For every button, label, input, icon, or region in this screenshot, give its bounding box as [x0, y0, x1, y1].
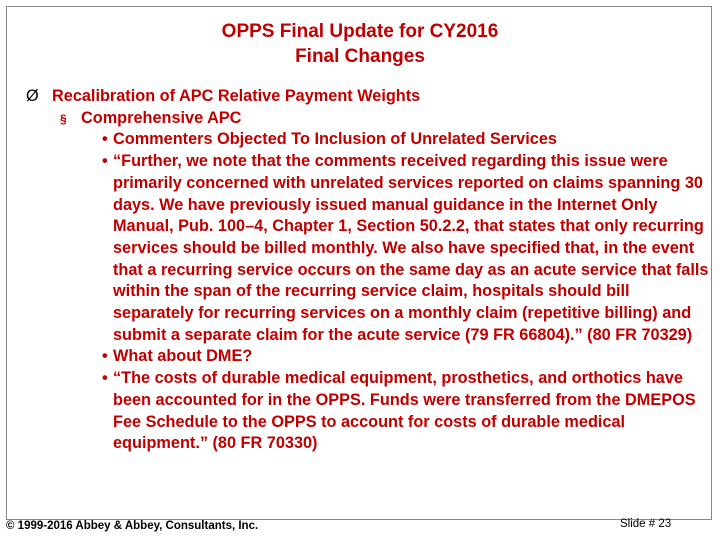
bullet-text: Commenters Objected To Inclusion of Unrelated Services: [113, 130, 557, 149]
copyright-text: © 1999-2016 Abbey & Abbey, Consultants, Inc.: [6, 520, 259, 532]
bullet-level1: [24, 86, 714, 108]
bullet-text: What about DME?: [113, 347, 253, 366]
bullet-level3: [24, 129, 714, 151]
bullet-text: Recalibration of APC Relative Payment Weights: [52, 87, 421, 105]
bullet-level2: [24, 108, 714, 130]
slide-content: [24, 86, 714, 455]
bullet-text: “Further, we note that the comments received regarding this issue were primarily concerned with unrelated services reported on claims spanning 30 days. We have previously issued manual guidance in the Internet Only Manual, Pub. 100–4, Chapter 1, Section 50.2.2, that states that only recurring services should be billed monthly. We also have specified that, in the event that a recurring service occurs on the same day as an acute service that falls within the span of the recurring service claim, hospitals should bill separately for recurring services on a monthly claim (repetitive billing) and submit a separate claim for the acute service (79 FR 66804).” (80 FR 70329): [113, 152, 709, 344]
bullet-text: Comprehensive APC: [81, 108, 242, 127]
dot-bullet-icon: •: [102, 130, 108, 149]
arrow-bullet-icon: Ø: [26, 87, 39, 105]
slide-title: [0, 19, 720, 69]
bullet-level3: [24, 346, 714, 368]
title-line-1: OPPS Final Update for CY2016: [221, 21, 499, 42]
bullet-level3: [24, 368, 714, 455]
bullet-text: “The costs of durable medical equipment, prosthetics, and orthotics have been accounted for in the OPPS. Funds were transferred from the DMEPOS Fee Schedule to the OPPS to account for costs of durable medical equipment.” (80 FR 70330): [113, 369, 696, 453]
square-bullet-icon: §: [60, 111, 67, 126]
dot-bullet-icon: •: [102, 347, 108, 366]
bullet-level3: [24, 151, 714, 346]
dot-bullet-icon: •: [102, 152, 108, 171]
title-line-2: Final Changes: [295, 46, 425, 67]
slide-number: Slide # 23: [620, 518, 672, 530]
dot-bullet-icon: •: [102, 369, 108, 388]
